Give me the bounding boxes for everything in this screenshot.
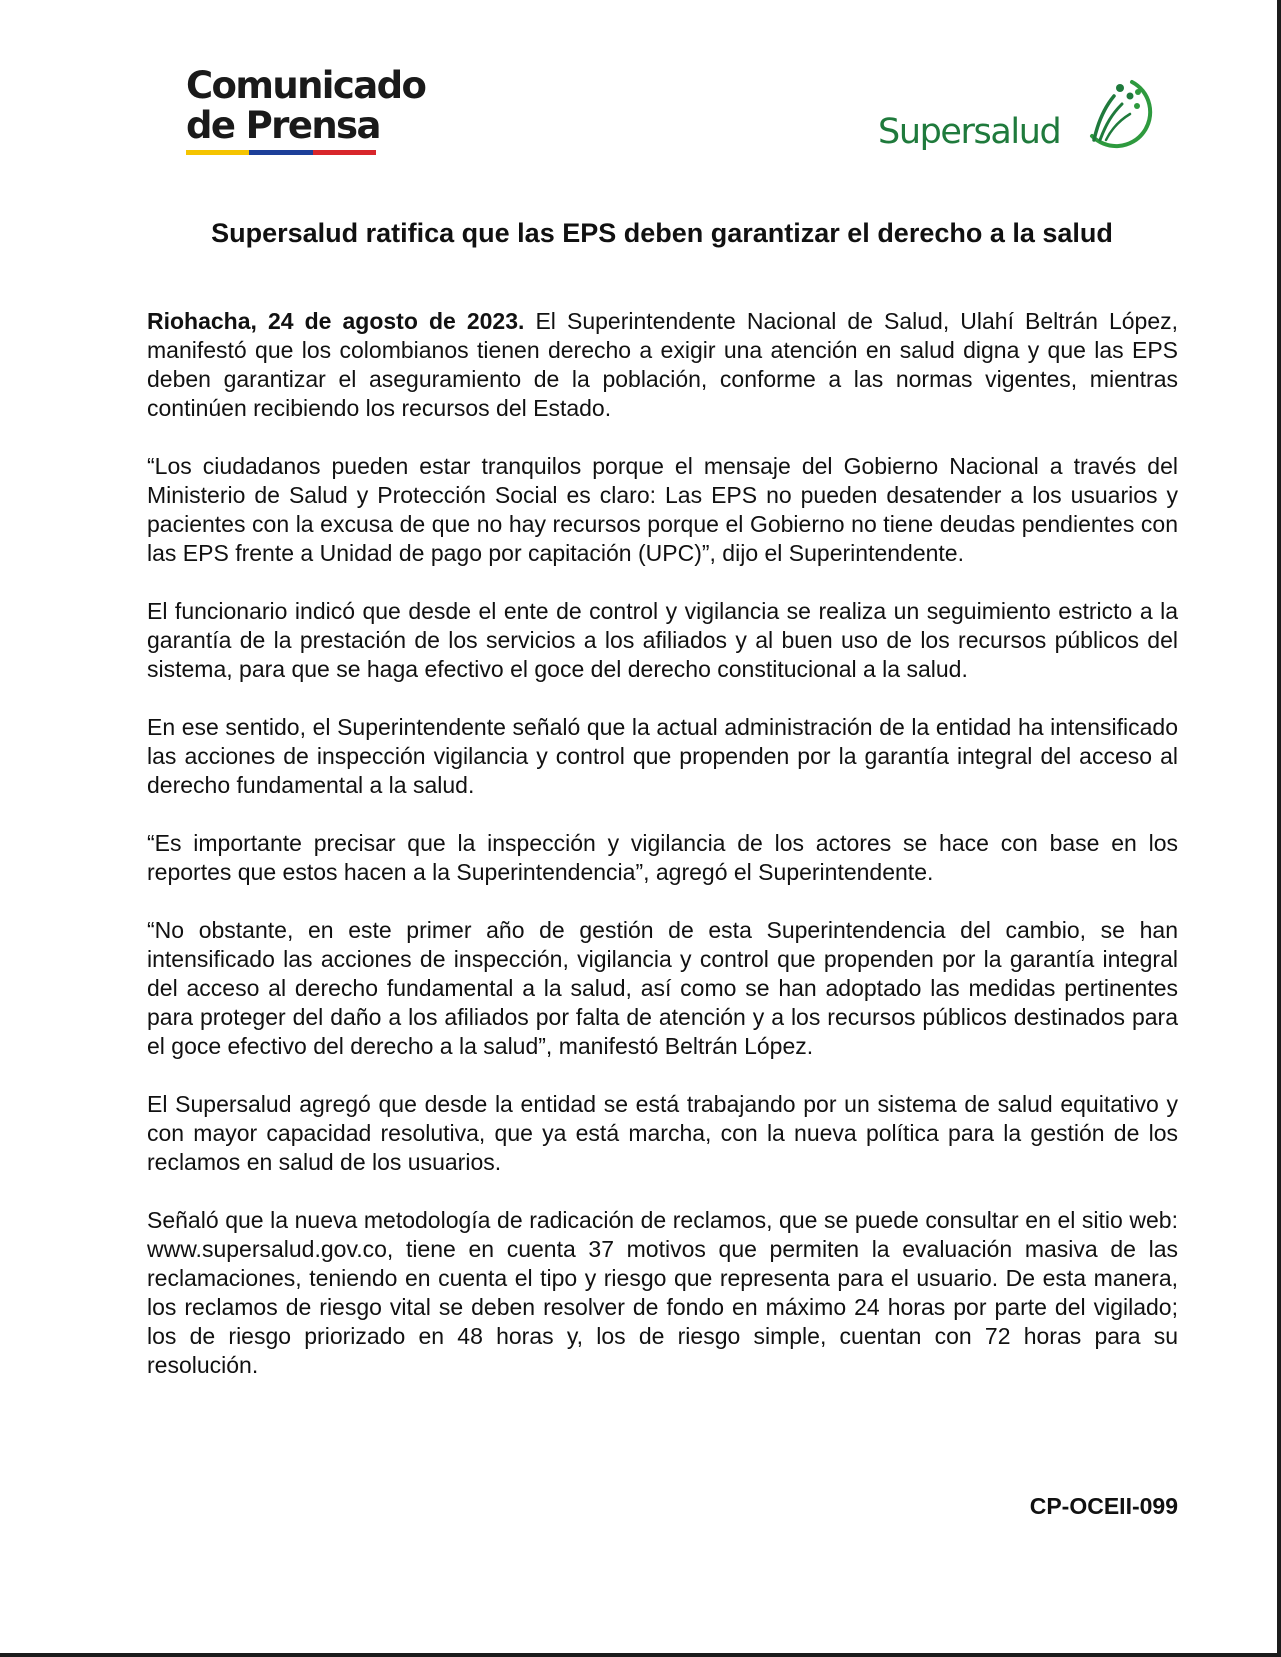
page-edge-right	[1277, 0, 1281, 1657]
document-body	[147, 307, 1178, 1380]
document-code: CP-OCEII-099	[1029, 1493, 1178, 1519]
supersalud-logo	[878, 74, 1158, 164]
press-logo-line-1: Comunicado	[186, 64, 426, 107]
paragraph-1-text: El Superintendente Nacional de Salud, Ulahí Beltrán López, manifestó que los colombianos tienen derecho a exigir una atención en salud digna y que las EPS deben garantizar el aseguramiento de la población, conforme a las normas vigentes, mientras continúen recibiendo los recursos del Estado.	[147, 308, 1179, 421]
paragraph-4: En ese sentido, el Superintendente señaló que la actual administración de la entidad ha intensificado las acciones de inspección vigilancia y control que propenden por la garantía integral del acceso al derecho fundamental a la salud.	[147, 714, 1178, 798]
flag-blue-stripe	[249, 150, 312, 155]
press-release-logo	[186, 66, 456, 155]
paragraph-7: El Supersalud agregó que desde la entidad se está trabajando por un sistema de salud equitativo y con mayor capacidad resolutiva, que ya está marcha, con la nueva política para la gestión de los reclamos en salud de los usuarios.	[147, 1091, 1178, 1175]
paragraph-3: El funcionario indicó que desde el ente de control y vigilancia se realiza un seguimiento estricto a la garantía de la prestación de los servicios a los afiliados y al buen uso de los recursos públicos del sistema, para que se haga efectivo el goce del derecho constitucional a la salud.	[147, 598, 1178, 682]
paragraph-8: Señaló que la nueva metodología de radicación de reclamos, que se puede consultar en el sitio web: www.supersalud.gov.co, tiene en cuenta 37 motivos que permiten la evaluación masiva de las reclamaciones, teniendo en cuenta el tipo y riesgo que representa para el usuario. De esta manera, los reclamos de riesgo vital se deben resolver de fondo en máximo 24 horas por parte del vigilado; los de riesgo priorizado en 48 horas y, los de riesgo simple, cuentan con 72 horas para su resolución.	[147, 1207, 1178, 1378]
paragraph-5: “Es importante precisar que la inspección y vigilancia de los actores se hace con base en los reportes que estos hacen a la Superintendencia”, agregó el Superintendente.	[147, 830, 1178, 885]
page-edge-bottom	[0, 1653, 1281, 1657]
press-logo-line-2: de Prensa	[186, 104, 380, 147]
paragraph-1	[147, 307, 1178, 423]
document-title: Supersalud ratifica que las EPS deben garantizar el derecho a la salud	[211, 218, 1113, 248]
paragraph-2: “Los ciudadanos pueden estar tranquilos porque el mensaje del Gobierno Nacional a través del Ministerio de Salud y Protección Social es claro: Las EPS no pueden desatender a los usuarios y pacientes con la excusa de que no hay recursos porque el Gobierno no tiene deudas pendientes con las EPS frente a Unidad de pago por capitación (UPC)”, dijo el Superintendente.	[147, 453, 1178, 566]
flag-red-stripe	[313, 150, 376, 155]
supersalud-wordmark: Supersalud	[878, 112, 1061, 152]
colombia-flag-bar	[186, 150, 376, 155]
supersalud-emblem-icon	[1080, 74, 1160, 154]
flag-yellow-stripe	[186, 150, 249, 155]
dateline: Riohacha, 24 de agosto de 2023.	[147, 308, 525, 334]
paragraph-6: “No obstante, en este primer año de gestión de esta Superintendencia del cambio, se han intensificado las acciones de inspección, vigilancia y control que propenden por la garantía integral del acceso al derecho fundamental a la salud, así como se han adoptado las medidas pertinentes para proteger del daño a los afiliados por falta de atención y a los recursos públicos destinados para el goce efectivo del derecho a la salud”, manifestó Beltrán López.	[147, 917, 1178, 1059]
